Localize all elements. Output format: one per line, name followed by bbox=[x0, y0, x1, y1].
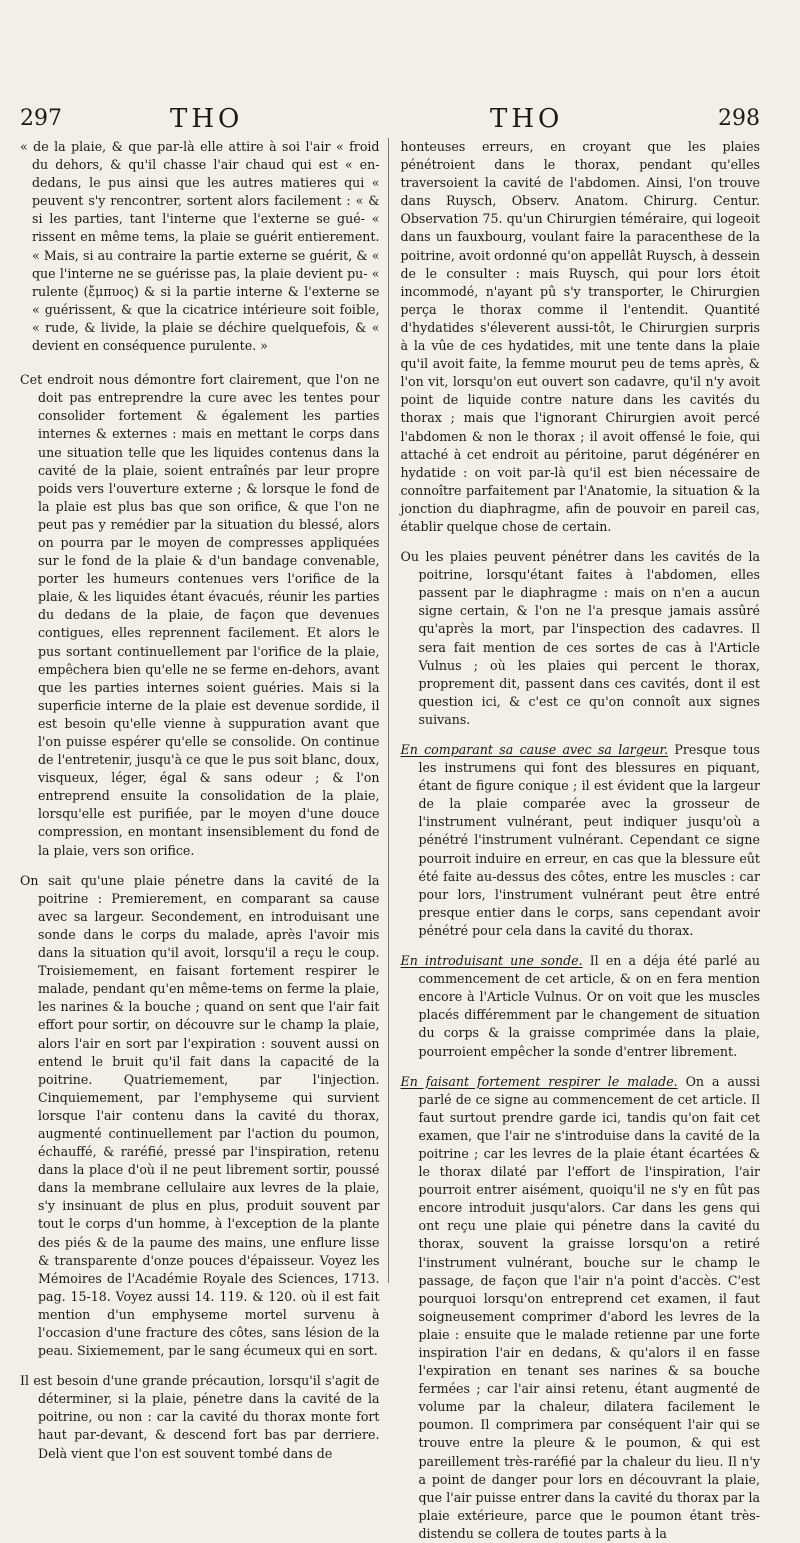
right-column bbox=[399, 138, 761, 1541]
quotation-block: « de la plaie, & que par-là elle attire à soi l'air « froid du dehors, & qu'il chasse l'air chaud qui est « en-dedans, le pus ainsi que les autres matieres qui « peuvent s'y rencontrer, sortent alors facilement : « & si les parties, tant l'interne que l'externe se gué- « rissent en même tems, la plaie se guérit entierement. « Mais, si au contraire la partie externe se guérit, & « que l'interne ne se guérisse pas, la plaie devient pu- « rulente (ἔμπυος) & si la partie interne & l'externe se « guérissent, & que la cicatrice intérieure soit foible, « rude, & livide, la plaie se déchire quelquefois, & « devient en conséquence purulente. » bbox=[20, 139, 380, 354]
page-header bbox=[20, 104, 760, 140]
paragraph: Ou les plaies peuvent pénétrer dans les cavités de la poitrine, lorsqu'étant faites à l'abdomen, elles passent par le diaphragme : mais on n'en a aucun signe certain, & l'on ne l'a presque jamais assûré qu'après la mort, par l'inspection des cadavres. Il sera fait mention de ces sortes de cas à l'Article Vulnus ; où les plaies qui percent le thorax, proprement dit, passent dans ces cavités, dont il est question ici, & c'est ce qu'on connoît aux signes suivans. bbox=[400, 549, 760, 727]
section-heading: En comparant sa cause avec sa largeur. bbox=[400, 742, 669, 757]
section-text: Presque tous les instrumens qui font des blessures en piquant, étant de figure conique ; il est évident que la largeur de la plaie comparée avec la grosseur de l'instrument vulnérant, peut indiquer jusqu'où a pénétré l'instrument vulnérant. Cependant ce signe pourroit induire en erreur, en cas que la blessure eût été faite au-dessus des côtes, entre les muscles : car pour lors, l'instrument vulnérant peut être entré presque entier dans le corps, sans cependant avoir pénétré pour cela dans la cavité du thorax. bbox=[418, 742, 760, 938]
paragraph bbox=[401, 952, 761, 1061]
right-running-head: THO bbox=[490, 104, 564, 134]
left-running-head: THO bbox=[170, 104, 244, 134]
paragraph: Il est besoin d'une grande précaution, lorsqu'il s'agit de déterminer, si la plaie, pénetre dans la cavité de la poitrine, ou non : car la cavité du thorax monte fort haut par-devant, & descend fort bas par derriere. Delà vient que l'on est souvent tombé dans de bbox=[20, 1373, 380, 1461]
paragraph: honteuses erreurs, en croyant que les plaies pénétroient dans le thorax, pendant qu'elles traversoient la cavité de l'abdomen. Ainsi, l'on trouve dans Ruysch, Observ. Anatom. Chirurg. Centur. Observation 75. qu'un Chirurgien téméraire, qui logeoit dans un fauxbourg, voulant faire la paracenthese de la poitrine, avoit ordonné qu'on appellât Ruysch, à dessein de le consulter : mais Ruysch, qui pour lors étoit incommodé, n'ayant pû s'y transporter, le Chirurgien perça le thorax comme il l'entendit. Quantité d'hydatides s'éleverent aussi-tôt, le Chirurgien surpris à la vûe de ces hydatides, mit une tente dans la plaie qu'il avoit faite, la femme mourut peu de tems après, & l'on vit, lorsqu'on eut ouvert son cadavre, qu'il n'y avoit point de liquide contre nature dans les cavités du thorax ; mais que l'ignorant Chirurgien avoit percé l'abdomen & non le thorax ; il avoit offensé le foie, qui attaché à cet endroit au péritoine, parut dégénérer en hydatide : on voit par-là qu'il est bien nécessaire de connoître parfaitement par l'Anatomie, la situation & la jonction du diaphragme, afin de pouvoir en pareil cas, établir quelque chose de certain. bbox=[400, 139, 760, 534]
section-heading: En faisant fortement respirer le malade. bbox=[400, 1073, 678, 1089]
text-columns bbox=[20, 138, 760, 1541]
section-text: Il en a déja été parlé au commencement de cet article, & on en fera mention encore à l'Article Vulnus. Or on voit que les muscles placés différemment par le changement de situation du corps & la graisse comprimée dans la plaie, pourroient empêcher la sonde d'entrer librement. bbox=[418, 953, 760, 1059]
section-heading: En introduisant une sonde. bbox=[400, 953, 583, 969]
left-page-number: 297 bbox=[20, 106, 62, 131]
right-page-number: 298 bbox=[718, 106, 760, 131]
paragraph: On sait qu'une plaie pénetre dans la cavité de la poitrine : Premierement, en comparant sa cause avec sa largeur. Secondement, en introduisant une sonde dans le corps du malade, après l'avoir mis dans la situation qu'il avoit, lorsqu'il a reçu le coup. Troisiemement, en faisant fortement respirer le malade, pendant qu'en même-tems on ferme la plaie, les narines & la bouche ; quand on sent que l'air fait effort pour sortir, on découvre sur le champ la plaie, alors l'air en sort par l'expiration : souvent aussi on entend le bruit qu'il fait dans la capacité de la poitrine. Quatriemement, par l'injection. Cinquiemement, par l'emphyseme qui survient lorsque l'air contenu dans la cavité du thorax, augmenté continuellement par l'action du poumon, échauffé, & raréfié, pressé par l'inspiration, retenu dans la place d'où il ne peut librement sortir, poussé dans la membrane cellulaire aux levres de la plaie, s'y insinuant de plus en plus, produit souvent par tout le corps d'un homme, à l'exception de la plante des piés & de la paume des mains, une enflure lisse & transparente d'onze pouces d'épaisseur. Voyez les Mémoires de l'Académie Royale des Sciences, 1713. pag. 15-18. Voyez aussi 14. 119. & 120. où il est fait mention d'un emphyseme mortel survenu à l'occasion d'une fracture des côtes, sans lésion de la peau. Sixiemement, par le sang écumeux qui en sort. bbox=[20, 872, 380, 1359]
section-text: On a aussi parlé de ce signe au commencement de cet article. Il faut surtout prendre garde ici, tandis qu'on fait cet examen, que l'air ne s'introduise dans la cavité de la poitrine ; car les levres de la plaie étant écartées & le thorax dilaté par l'effort de l'inspiration, l'air pourroit entrer aisément, quoiqu'il ne s'y en fût pas encore introduit jusqu'alors. Car dans les gens qui ont reçu une plaie qui pénetre dans la cavité du thorax, souvent la graisse lorsqu'on a retiré l'instrument vulnérant, bouche sur le champ le passage, de façon que l'air n'a point d'accès. C'est pourquoi lorsqu'on entreprend cet examen, il faut soigneusement comprimer d'abord les levres de la plaie : ensuite que le malade retienne par une forte inspiration l'air en dedans, & qu'alors il en fasse l'expiration en tenant ses narines & sa bouche fermées ; car l'air ainsi retenu, étant augmenté de volume par la chaleur, dilatera facilement le poumon. Il comprimera par conséquent l'air qui se trouve entre la pleure & le poumon, & qui est pareillement très-raréfié par la chaleur du lieu. Il n'y a point de danger pour lors en découvrant la plaie, que l'air puisse entrer dans la cavité du thorax par la plaie extérieure, parce que le poumon étant très-distendu se collera de toutes parts à la bbox=[418, 1073, 760, 1541]
paragraph bbox=[401, 1073, 761, 1543]
paragraph: Cet endroit nous démontre fort clairement, que l'on ne doit pas entreprendre la cure avec les tentes pour consolider fortement & également les parties internes & externes : mais en mettant le corps dans une situation telle que les liquides contenus dans la cavité de la plaie, soient entraînés par leur propre poids vers l'ouverture externe ; & lorsque le fond de la plaie est plus bas que son orifice, & que l'on ne peut pas y remédier par la situation du blessé, alors on pourra par le moyen de compresses appliquées sur le fond de la plaie & d'un bandage convenable, porter les humeurs contenues vers l'orifice de la plaie, & les liquides étant évacués, réunir les parties du dedans de la plaie, de façon que devenues contigues, elles reprennent facilement. Et alors le pus sortant continuellement par l'orifice de la plaie, empêchera bien qu'elle ne se ferme en-dehors, avant que les parties internes soient guéries. Mais si la superficie interne de la plaie est devenue sordide, il est besoin qu'elle vienne à suppuration avant que l'on puisse espérer qu'elle se consolide. On continue de l'entretenir, jusqu'à ce que le pus soit blanc, doux, visqueux, léger, égal & sans odeur ; & l'on entreprend ensuite la consolidation de la plaie, lorsqu'elle est purifiée, par le moyen d'une douce compression, en montant insensiblement du fond de la plaie, vers son orifice. bbox=[20, 372, 380, 858]
left-column bbox=[20, 138, 389, 1461]
paragraph bbox=[401, 741, 761, 940]
